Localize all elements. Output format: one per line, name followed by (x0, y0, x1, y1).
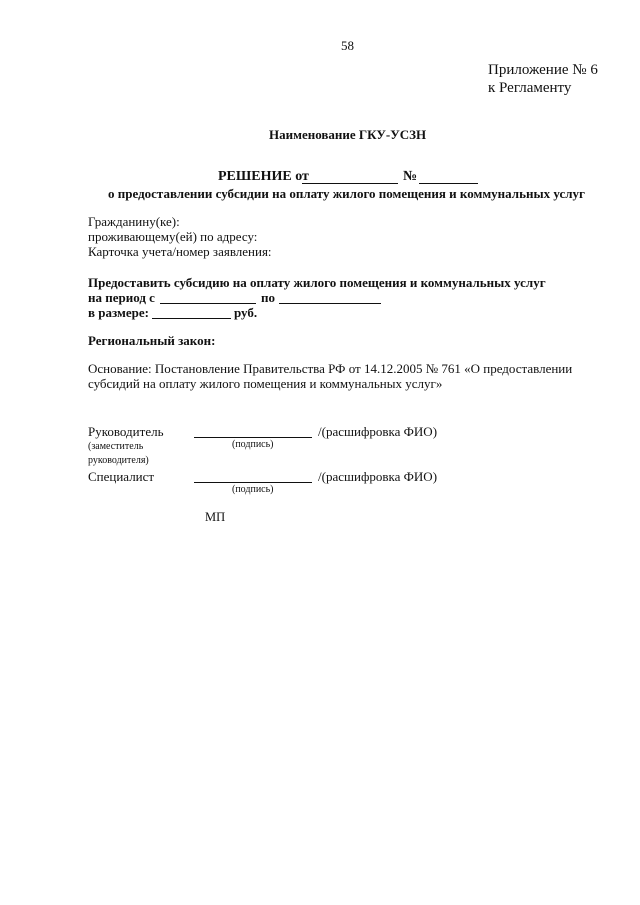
appendix-line-1: Приложение № 6 (488, 62, 598, 78)
decision-number-blank (419, 183, 478, 184)
page-number: 58 (341, 38, 354, 53)
seal-label: МП (205, 510, 226, 524)
grant-period-prefix: на период с (88, 290, 155, 305)
decision-number-sign: № (403, 169, 418, 184)
basis-line-2: субсидий на оплату жилого помещения и коммунальных услуг» (88, 376, 443, 391)
grant-period-to-blank (279, 303, 381, 304)
head-name-decode: /(расшифровка ФИО) (318, 424, 438, 439)
head-label: Руководитель (88, 424, 164, 439)
grant-amount-blank (152, 318, 231, 319)
grant-period-from-blank (160, 303, 256, 304)
head-signature-blank (194, 437, 312, 438)
decision-title: РЕШЕНИЕ от (218, 169, 309, 184)
recipient-card: Карточка учета/номер заявления: (88, 244, 272, 259)
recipient-citizen: Гражданину(ке): (88, 214, 180, 229)
specialist-label: Специалист (88, 469, 155, 484)
basis-line-1: Основание: Постановление Правительства РФ от 14.12.2005 № 761 «О предоставлении (88, 361, 573, 376)
decision-subtitle: о предоставлении субсидии на оплату жилого помещения и коммунальных услуг (108, 186, 585, 201)
grant-amount-prefix: в размере: (88, 305, 149, 320)
grant-period-to: по (261, 290, 275, 305)
specialist-name-decode: /(расшифровка ФИО) (318, 469, 438, 484)
head-signature-hint: (подпись) (232, 439, 274, 450)
specialist-signature-hint: (подпись) (232, 484, 274, 495)
recipient-address: проживающему(ей) по адресу: (88, 229, 258, 244)
grant-line: Предоставить субсидию на оплату жилого помещения и коммунальных услуг (88, 275, 546, 290)
org-name: Наименование ГКУ-УСЗН (269, 127, 427, 142)
regional-law-label: Региональный закон: (88, 333, 216, 348)
appendix-line-2: к Регламенту (488, 80, 572, 96)
specialist-signature-blank (194, 482, 312, 483)
decision-date-blank (302, 183, 398, 184)
deputy-line-2: руководителя) (88, 455, 149, 466)
grant-currency: руб. (234, 305, 258, 320)
deputy-line-1: (заместитель (88, 441, 144, 452)
